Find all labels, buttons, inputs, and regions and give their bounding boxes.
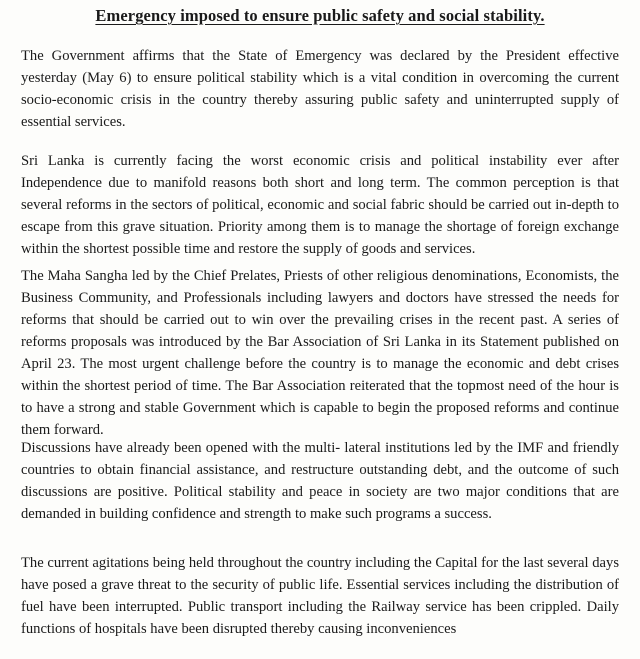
document-title: Emergency imposed to ensure public safety and social stability. — [95, 6, 545, 25]
paragraph-current-agitations: The current agitations being held throughout the country including the Capital for the last several days have posed a grave threat to the security of public life. Essential services including the distribution of fuel have been interrupted. Public transport including the Railway service has been crippled. Daily functions of hospitals have been disrupted thereby causing inconveniences — [21, 555, 619, 637]
paragraph-economic-crisis: Sri Lanka is currently facing the worst economic crisis and political instability ever after Independence due to manifold reasons both short and long term. The common perception is that several reforms in the sectors of political, economic and social fabric should be carried out in-depth to escape from this grave situation. Priority among them is to manage the shortage of foreign exchange within the shortest possible time and restore the supply of goods and services. — [21, 153, 619, 257]
paragraph-imf-discussions: Discussions have already been opened with the multi- lateral institutions led by the IMF and friendly countries to obtain financial assistance, and restructure outstanding debt, and the outcome of such discussions are positive. Political stability and peace in society are two major conditions that are demanded in building confidence and strength to make such programs a success. — [21, 440, 619, 522]
paragraph-emergency-declaration: The Government affirms that the State of Emergency was declared by the President effective yesterday (May 6) to ensure political stability which is a vital condition in overcoming the current socio-economic crisis in the country thereby assuring public safety and uninterrupted supply of essential services. — [21, 48, 619, 130]
paragraph-reform-proposals: The Maha Sangha led by the Chief Prelates, Priests of other religious denominations, Economists, the Business Community, and Professionals including lawyers and doctors have stressed the needs for reforms that should be carried out to win over the prevailing crises in the recent past. A series of reforms proposals was introduced by the Bar Association of Sri Lanka in its Statement published on April 23. The most urgent challenge before the country is to manage the economic and debt crises within the shortest period of time. The Bar Association reiterated that the topmost need of the hour is to have a strong and stable Government which is capable to begin the proposed reforms and continue them forward. — [21, 268, 619, 438]
